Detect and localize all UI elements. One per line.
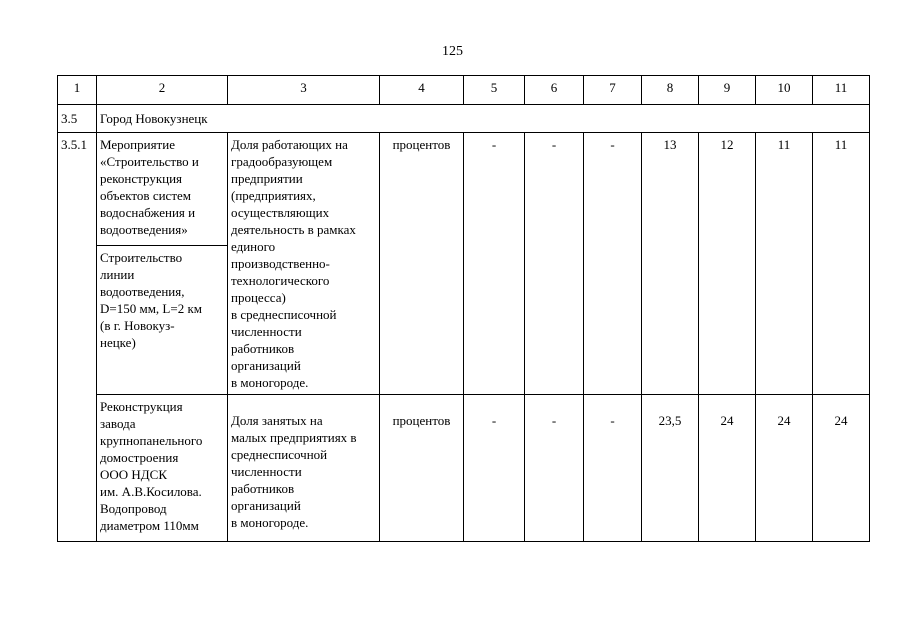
column-header: 7 xyxy=(584,76,642,105)
indicator-2-col11: 24 xyxy=(813,395,870,542)
indicator-2-col7: - xyxy=(584,395,642,542)
section-title: Город Новокузнецк xyxy=(97,105,870,133)
indicator-1-col9: 12 xyxy=(699,133,756,395)
targets-table xyxy=(57,75,870,542)
column-header: 6 xyxy=(525,76,584,105)
indicator-1-unit: процентов xyxy=(380,133,464,395)
column-header: 4 xyxy=(380,76,464,105)
row-code: 3.5.1 xyxy=(58,133,97,542)
indicator-2-col8: 23,5 xyxy=(642,395,699,542)
column-number-row xyxy=(58,76,870,105)
indicator-1-col5: - xyxy=(464,133,525,395)
measure-sub-1: Строительство линии водоотведения, D=150 мм, L=2 км (в г. Новокуз- нецке) xyxy=(97,246,228,395)
indicator-2-col5: - xyxy=(464,395,525,542)
indicator-1-text: Доля работающих на градообразующем предприятии (предприятиях, осуществляющих деятельность в рамках единого производственно- технологического процесса) в среднесписочной численности работников организаций в моногороде. xyxy=(228,133,380,395)
indicator-2-text: Доля занятых на малых предприятиях в среднесписочной численности работников организаций в моногороде. xyxy=(228,395,380,542)
section-row xyxy=(58,105,870,133)
table-row xyxy=(58,133,870,246)
indicator-1-col11: 11 xyxy=(813,133,870,395)
table-row xyxy=(58,395,870,542)
measure-sub-2: Реконструкция завода крупнопанельного домостроения ООО НДСК им. А.В.Косилова. Водопровод диаметром 110мм xyxy=(97,395,228,542)
measure-main: Мероприятие «Строительство и реконструкция объектов систем водоснабжения и водоотведения» xyxy=(97,133,228,246)
column-header: 1 xyxy=(58,76,97,105)
column-header: 11 xyxy=(813,76,870,105)
indicator-2-col9: 24 xyxy=(699,395,756,542)
indicator-2-col10: 24 xyxy=(756,395,813,542)
indicator-1-col7: - xyxy=(584,133,642,395)
indicator-2-unit: процентов xyxy=(380,395,464,542)
page-number: 125 xyxy=(442,44,463,59)
indicator-1-col8: 13 xyxy=(642,133,699,395)
section-code: 3.5 xyxy=(58,105,97,133)
column-header: 9 xyxy=(699,76,756,105)
column-header: 3 xyxy=(228,76,380,105)
column-header: 2 xyxy=(97,76,228,105)
indicator-1-col6: - xyxy=(525,133,584,395)
column-header: 8 xyxy=(642,76,699,105)
column-header: 10 xyxy=(756,76,813,105)
column-header: 5 xyxy=(464,76,525,105)
indicator-2-col6: - xyxy=(525,395,584,542)
indicator-1-col10: 11 xyxy=(756,133,813,395)
